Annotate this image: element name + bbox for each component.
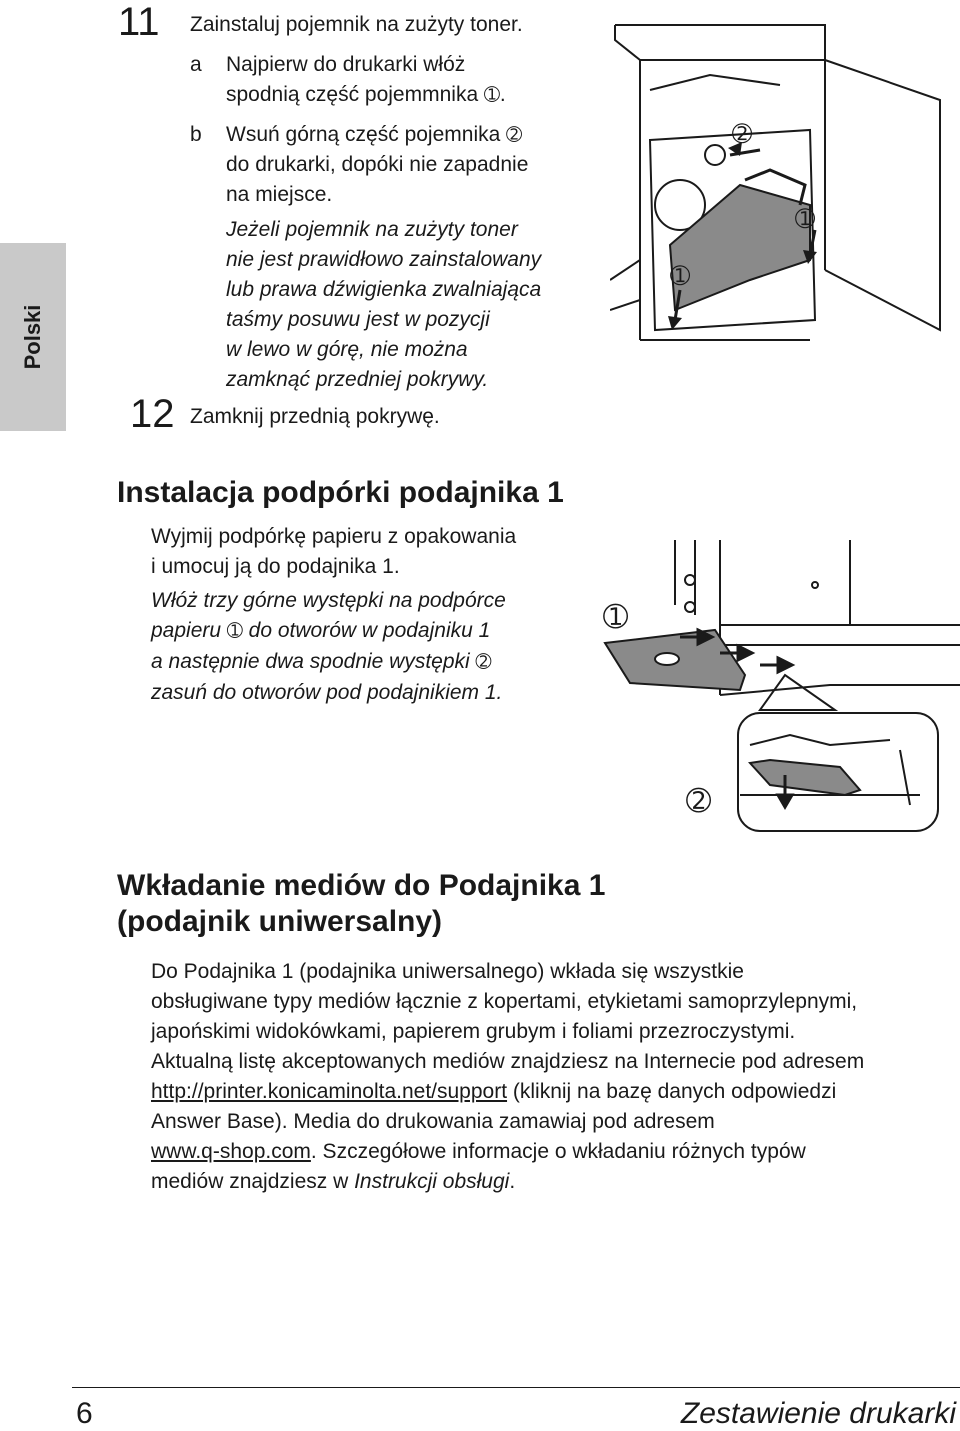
media-para2: Aktualną listę akceptowanych mediów znajdziesz na Internecie pod adresem http://printer.konicaminolta.net/support (kliknij na bazę danych odpowiedzi Answer Base). Media do drukowania zamawiaj pod adresem www.q-shop.com. Szczegółowe informacje o wkładaniu różnych typów mediów znajdziesz w Instrukcji obsługi.	[151, 1050, 865, 1193]
figure2-marker-two: ➁	[686, 785, 712, 818]
footer-title: Zestawienie drukarki	[680, 1397, 956, 1430]
figure1-marker-two: ➁	[732, 121, 753, 148]
tray-support-para2: Włóż trzy górne występki na podpórce papieru ➀ do otworów w podajniku 1 a następnie dwa spodnie występki ➁ zasuń do otworów pod podajnikiem 1.	[151, 589, 506, 704]
manual-reference: Instrukcji obsługi	[354, 1170, 510, 1193]
toner-note: Jeżeli pojemnik na zużyty toner nie jest prawidłowo zainstalowany lub prawa dźwigienka zwalniająca taśmy posuwu jest w pozycji w lewo w górę, nie można zamknąć przedniej pokrywy.	[226, 218, 542, 391]
figure1-marker-one-left: ➀	[670, 263, 691, 290]
sub-step-a-line1: Najpierw do drukarki włóż	[226, 53, 466, 76]
step-12-number: 12	[130, 392, 175, 436]
language-tab-label: Polski	[20, 304, 45, 370]
footer-divider	[72, 1387, 960, 1388]
media-para1: Do Podajnika 1 (podajnika uniwersalnego) wkłada się wszystkie obsługiwane typy mediów łącznie z kopertami, etykietami samoprzylepnymi, japońskimi widokówkami, papierem grubym i foliami przezroczystymi.	[151, 960, 858, 1043]
sub-step-b-line3: na miejsce.	[226, 183, 333, 206]
marker-one: ➀	[226, 621, 243, 642]
step-11-title: Zainstaluj pojemnik na zużyty toner.	[190, 13, 523, 36]
language-tab	[0, 243, 66, 431]
tray-support-illustration	[600, 535, 960, 835]
page-number: 6	[76, 1397, 93, 1430]
figure1-marker-one-right: ➀	[795, 206, 816, 233]
marker-two: ➁	[475, 652, 492, 673]
support-link[interactable]: http://printer.konicaminolta.net/support	[151, 1080, 508, 1103]
media-loading-heading: Wkładanie mediów do Podajnika 1 (podajnik uniwersalny)	[117, 869, 606, 938]
sub-step-b-letter: b	[190, 123, 202, 146]
shop-link[interactable]: www.q-shop.com	[151, 1140, 311, 1163]
marker-two: ➁	[506, 125, 523, 146]
step-12-title: Zamknij przednią pokrywę.	[190, 405, 440, 428]
marker-one: ➀	[483, 85, 500, 106]
sub-step-b-line1: Wsuń górną część pojemnika ➁	[226, 123, 523, 146]
sub-step-a-letter: a	[190, 53, 202, 76]
sub-step-b-line2: do drukarki, dopóki nie zapadnie	[226, 153, 529, 176]
sub-step-a-line2: spodnią część pojemmnika ➀.	[226, 83, 506, 106]
figure2-marker-one: ➀	[603, 601, 629, 634]
waste-toner-illustration	[610, 20, 945, 350]
tray-support-para1: Wyjmij podpórkę papieru z opakowania i umocuj ją do podajnika 1.	[151, 525, 517, 578]
tray-support-heading: Instalacja podpórki podajnika 1	[117, 476, 564, 509]
step-11-number: 11	[118, 0, 160, 44]
